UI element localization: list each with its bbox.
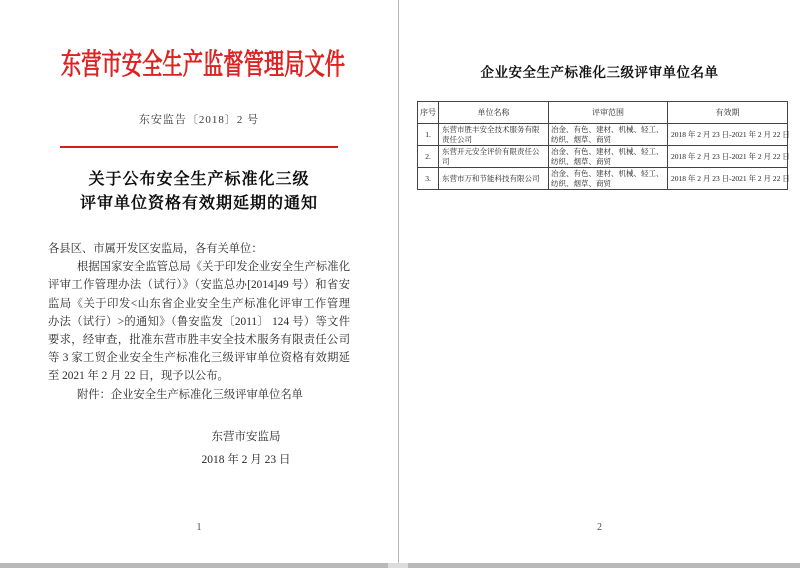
notice-title [0, 168, 398, 216]
body-line: 各县区、市属开发区安监局，各有关单位： [48, 243, 263, 255]
letterhead-red-rule [60, 146, 338, 148]
body-line: 评审工作管理办法（试行）》（安监总办[2014]49 号）和省安 [48, 279, 350, 292]
table-row [418, 146, 788, 168]
page-number-2: 2 [597, 522, 602, 533]
signer-name: 东营市安监局 [211, 431, 281, 443]
page-number-1: 1 [196, 522, 202, 533]
table-header-row [418, 102, 788, 124]
cell-validity: 2018 年 2 月 23 日-2021 年 2 月 22 日 [668, 146, 788, 168]
signature-block [201, 426, 290, 471]
body-line: 办法（试行）>的通知》（鲁安监发〔2011〕 124 号）等文件 [48, 315, 350, 328]
col-header-name: 单位名称 [439, 102, 549, 124]
cell-validity: 2018 年 2 月 23 日-2021 年 2 月 22 日 [668, 168, 788, 190]
cell-scope: 冶金、有色、建材、机械、轻工、纺织、烟草、商贸 [549, 146, 668, 168]
cell-name: 东营开元安全评价有限责任公司 [439, 146, 549, 168]
letterhead-title [0, 48, 398, 82]
notice-body [48, 240, 350, 404]
attachment-title: 企业安全生产标准化三级评审单位名单 [480, 65, 719, 80]
body-line: 等 3 家工贸企业安全生产标准化三级评审单位资格有效期延 [48, 352, 350, 365]
scrollbar-notch [388, 563, 408, 568]
table-row [418, 124, 788, 146]
cell-seq: 3. [418, 168, 439, 190]
notice-title-line-1: 关于公布安全生产标准化三级 [88, 171, 310, 188]
cell-validity: 2018 年 2 月 23 日-2021 年 2 月 22 日 [668, 124, 788, 146]
body-line: 至 2021 年 2 月 22 日，现予以公布。 [48, 370, 229, 383]
cell-scope: 冶金、有色、建材、机械、轻工、纺织、烟草、商贸 [549, 124, 668, 146]
bottom-scrollbar-track[interactable] [0, 563, 800, 568]
review-units-table [417, 101, 788, 190]
cell-name: 东营市万和节能科技有限公司 [439, 168, 549, 190]
cell-seq: 2. [418, 146, 439, 168]
document-page-1[interactable] [0, 0, 398, 563]
body-line: 监局《关于印发<山东省企业安全生产标准化评审工作管理 [48, 297, 350, 310]
body-line: 根据国家安全监管总局《关于印发企业安全生产标准化 [77, 261, 350, 274]
document-page-2[interactable] [399, 0, 800, 563]
col-header-scope: 评审范围 [549, 102, 668, 124]
body-line: 要求，经审查，批准东营市胜丰安全技术服务有限责任公司 [48, 333, 350, 346]
cell-scope: 冶金、有色、建材、机械、轻工、纺织、烟草、商贸 [549, 168, 668, 190]
signature-date: 2018 年 2 月 23 日 [201, 453, 291, 466]
cell-name: 东营市胜丰安全技术服务有限责任公司 [439, 124, 549, 146]
attachment-line: 附件：企业安全生产标准化三级评审单位名单 [77, 388, 303, 401]
cell-seq: 1. [418, 124, 439, 146]
notice-title-line-2: 评审单位资格有效期延期的通知 [79, 195, 318, 212]
col-header-validity: 有效期 [668, 102, 788, 124]
col-header-seq: 序号 [418, 102, 439, 124]
document-number: 东安监告〔2018〕2 号 [138, 114, 260, 126]
letterhead-title-text: 东营市安全生产监督管理局文件 [60, 49, 346, 81]
table-row [418, 168, 788, 190]
